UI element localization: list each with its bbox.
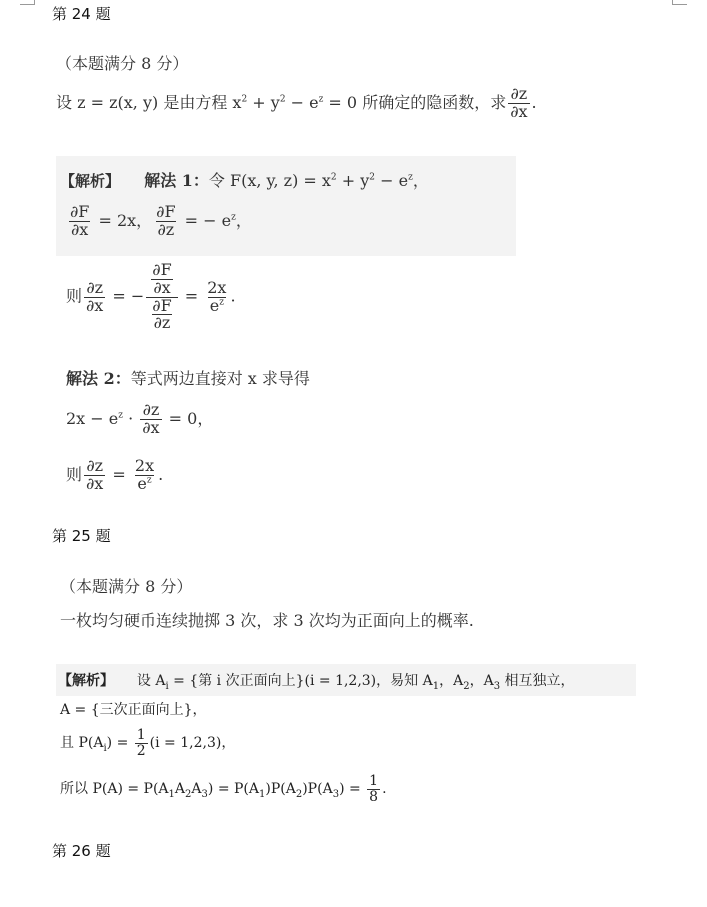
question-25-problem: 一枚均匀硬币连续抛掷 3 次，求 3 次均为正面向上的概率.	[60, 611, 474, 630]
question-24-result1: 则 $\frac{\partial z}{\partial x}$ = − $\frac{\frac{\partial F}{\partial x}}{\frac{\partial F}{\partial z}}$ = $\frac{2x}{e^z}$ .	[66, 260, 236, 333]
question-24-partials: $\frac{\partial F}{\partial x}$ = 2x， $\frac{\partial F}{\partial z}$ = − $e^z$，	[70, 202, 252, 239]
question-24-method1: 【解析】 解法 1：令 F(x, y, $z) = x^2 + y^2 - e^z$，	[60, 171, 429, 190]
analysis-label-25: 【解析】	[58, 673, 114, 689]
question-24-method2: 解法 2：等式两边直接对 x 求导得	[66, 369, 310, 388]
question-25-title: 第 25 题	[52, 527, 111, 545]
question-24-method2-equation: $2x - e^z$ · $\frac{\partial z}{\partial x}$ = 0，	[66, 400, 214, 437]
question-24-title: 第 24 题	[52, 5, 111, 23]
question-25-line2: A = {三次正面向上}，	[60, 702, 207, 718]
question-25-score: （本题满分 8 分）	[60, 577, 193, 596]
question-25-line3: 且 $P(A_i)$ = $\frac{1}{2}$ (i = 1,2,3)，	[60, 727, 236, 759]
page-corner-mark-right	[672, 0, 687, 5]
question-24-result2: 则 $\frac{\partial z}{\partial x}$ = $\frac{2x}{e^z}$ .	[66, 456, 164, 493]
question-25-line1: 【解析】 设 $A_i$ = {第 i 次正面向上}(i = 1,2,3)，易知 $A_1$，$A_2$，$A_3$ 相互独立，	[58, 673, 575, 692]
page-corner-mark-left	[20, 0, 35, 5]
question-24-problem: 设 z = z(x, y) 是由方程 $x^2 + y^2 - e^z = 0$ 所确定的隐函数，求 $\frac{\partial z}{\partial x}$ .	[56, 84, 537, 121]
question-25-line4: 所以 $P(A) = P(A_1A_2A_3) = P(A_1)P(A_2)P(A_3)$ = $\frac{1}{8}$ .	[60, 773, 387, 805]
analysis-label: 【解析】	[60, 172, 121, 190]
question-26-title: 第 26 题	[52, 842, 111, 860]
question-24-score: （本题满分 8 分）	[56, 54, 189, 73]
